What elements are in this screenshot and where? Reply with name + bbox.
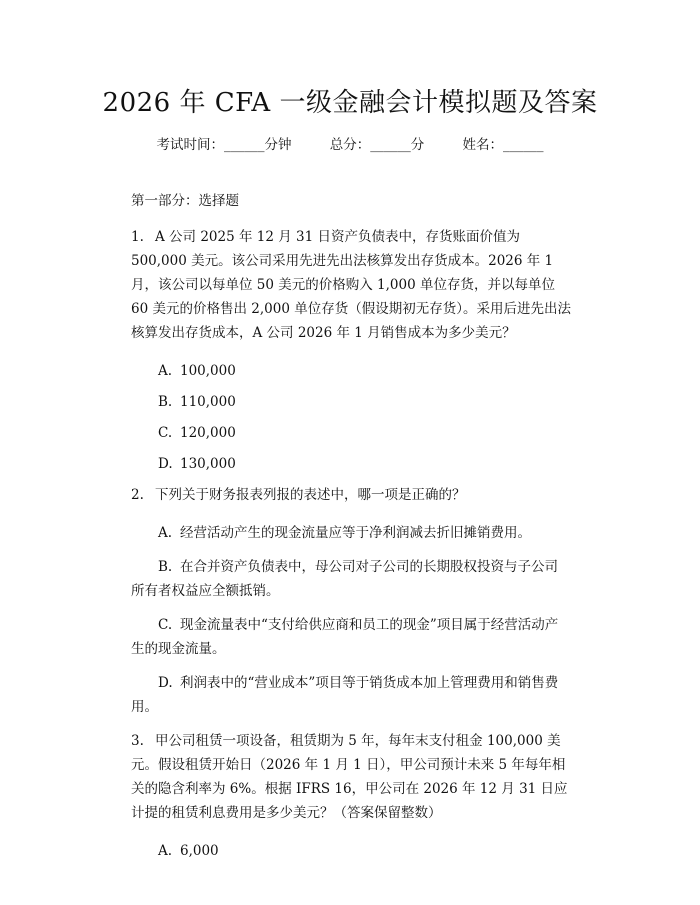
option-2a [131, 521, 571, 545]
option-2d [131, 671, 571, 719]
exam-meta [0, 133, 700, 153]
exam-time-field: 考试时间：______分钟 [156, 137, 292, 153]
question-number: 2. [131, 487, 144, 503]
option-text: 6,000 [180, 843, 219, 859]
option-letter: A. [158, 843, 173, 859]
option-text: 利润表中的“营业成本”项目等于销货成本加上管理费用和销售费用。 [131, 675, 559, 715]
option-3a [131, 839, 571, 863]
option-1c [131, 421, 571, 445]
total-score-field: 总分：______分 [329, 137, 425, 153]
option-text: 在合并资产负债表中，母公司对子公司的长期股权投资与子公司所有者权益应全额抵销。 [131, 559, 558, 599]
option-text: 100,000 [180, 363, 236, 379]
option-text: 130,000 [180, 456, 236, 472]
section-heading: 第一部分：选择题 [131, 193, 239, 209]
name-field: 姓名：______ [462, 137, 544, 153]
question-1 [131, 225, 571, 345]
option-letter: B. [158, 559, 173, 575]
question-text: 下列关于财务报表列报的表述中，哪一项是正确的？ [155, 487, 466, 503]
option-letter: D. [158, 456, 173, 472]
option-letter: B. [158, 394, 173, 410]
option-text: 120,000 [180, 425, 236, 441]
option-letter: A. [158, 363, 173, 379]
question-3 [131, 729, 571, 825]
document-body [131, 192, 571, 870]
option-text: 经营活动产生的现金流量应等于净利润减去折旧摊销费用。 [180, 525, 531, 541]
option-letter: A. [158, 525, 173, 541]
question-text: A 公司 2025 年 12 月 31 日资产负债表中，存货账面价值为 500,000 美元。该公司采用先进先出法核算发出存货成本。2026 年 1 月，该公司以每单位 50 美元的价格购入 1,000 单位存货，并以每单位 60 美元的价格售出 2,000 单位存货（假设期初无存货）。采用后进先出法核算发出存货成本，A 公司 2026 年 1 月销售成本为多少美元？ [131, 229, 571, 341]
option-2c [131, 613, 571, 661]
question-text: 甲公司租赁一项设备，租赁期为 5 年，每年末支付租金 100,000 美元。假设租赁开始日（2026 年 1 月 1 日），甲公司预计未来 5 年每年相关的隐含利率为 6%。根据 IFRS 16，甲公司在 2026 年 12 月 31 日应计提的租赁利息费用是多少美元？（答案保留整数） [131, 733, 568, 821]
option-text: 现金流量表中“支付给供应商和员工的现金”项目属于经营活动产生的现金流量。 [131, 617, 559, 657]
question-number: 3. [131, 733, 144, 749]
option-1b [131, 390, 571, 414]
option-letter: C. [158, 617, 173, 633]
option-1a [131, 359, 571, 383]
question-2 [131, 483, 571, 507]
option-letter: C. [158, 425, 173, 441]
option-1d [131, 452, 571, 476]
option-letter: D. [158, 675, 173, 691]
option-text: 110,000 [180, 394, 236, 410]
option-2b [131, 555, 571, 603]
page-title: 2026 年 CFA 一级金融会计模拟题及答案 [102, 88, 598, 118]
question-number: 1. [131, 229, 144, 245]
